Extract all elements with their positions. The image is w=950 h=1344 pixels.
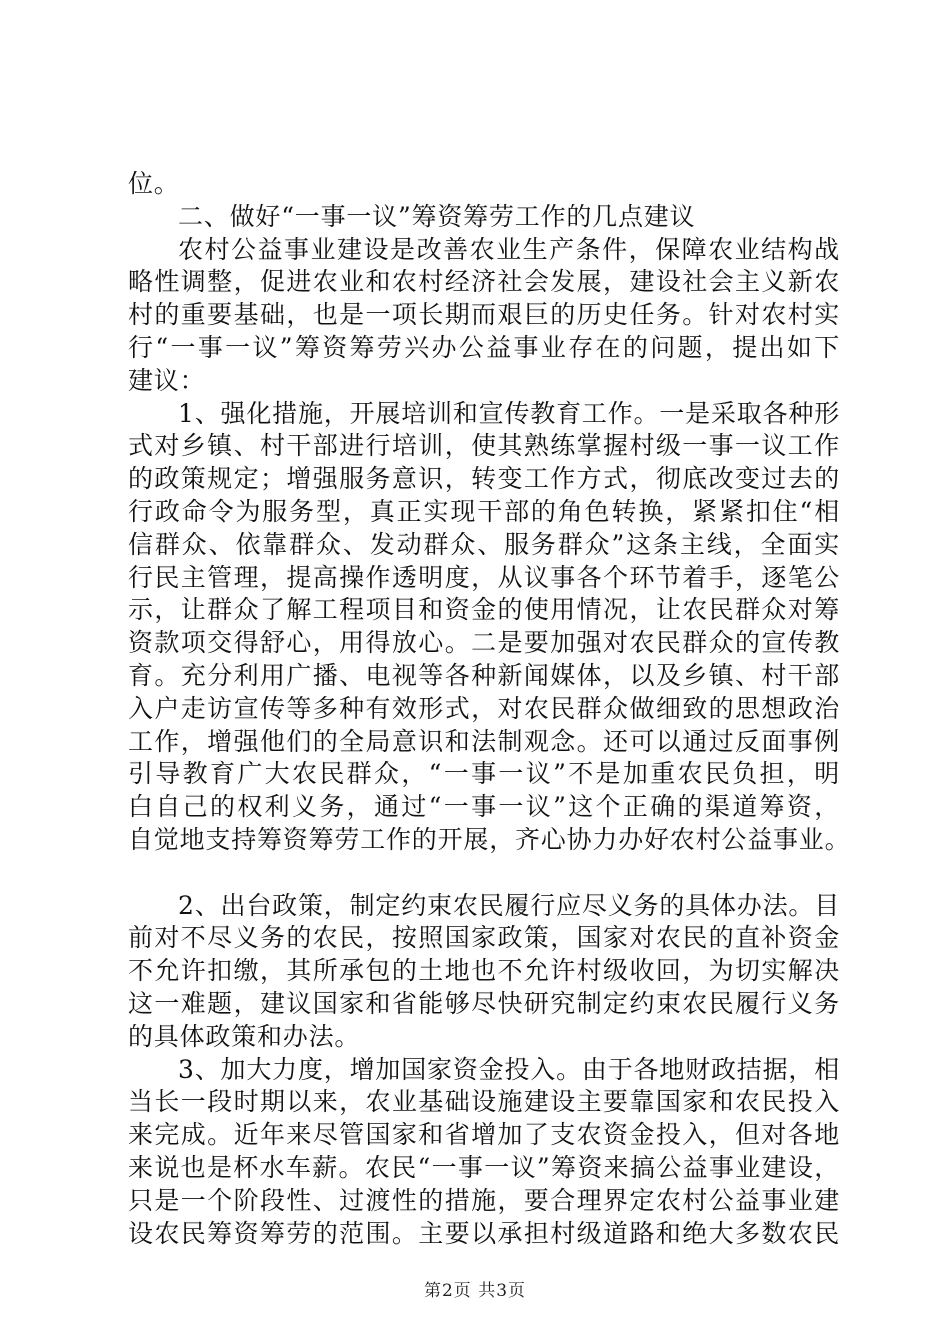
text-line: 入户走访宣传等多种有效形式，对农民群众做细致的思想政治 xyxy=(128,693,840,723)
text-line: 建议： xyxy=(128,365,206,395)
text-line xyxy=(128,857,840,890)
text-line: 前对不尽义务的农民，按照国家政策，国家对农民的直补资金 xyxy=(128,923,840,953)
text-line: 育。充分利用广播、电视等各种新闻媒体，以及乡镇、村干部 xyxy=(128,660,840,690)
text-line: 2、出台政策，制定约束农民履行应尽义务的具体办法。目 xyxy=(178,890,840,920)
text-line: 自觉地支持筹资筹劳工作的开展，齐心协力办好农村公益事业。 xyxy=(128,824,851,854)
text-line: 行“一事一议”筹资筹劳兴办公益事业存在的问题，提出如下 xyxy=(128,332,840,362)
text-line: 信群众、依靠群众、发动群众、服务群众”这条主线，全面实 xyxy=(128,529,840,559)
text-line: 示，让群众了解工程项目和资金的使用情况，让农民群众对筹 xyxy=(128,595,840,625)
text-line: 白自己的权利义务，通过“一事一议”这个正确的渠道筹资， xyxy=(128,792,840,822)
text-line: 资款项交得舒心，用得放心。二是要加强对农民群众的宣传教 xyxy=(128,628,840,658)
text-line: 1、强化措施，开展培训和宣传教育工作。一是采取各种形 xyxy=(178,398,840,428)
text-line: 的具体政策和办法。 xyxy=(128,1021,361,1051)
text-line: 引导教育广大农民群众，“一事一议”不是加重农民负担，明 xyxy=(128,759,840,789)
text-line: 不允许扣缴，其所承包的土地也不允许村级收回，为切实解决 xyxy=(128,956,840,986)
text-line: 只是一个阶段性、过渡性的措施，要合理界定农村公益事业建 xyxy=(128,1185,840,1215)
page-footer: 第2页 共3页 xyxy=(423,1281,527,1301)
text-line: 农村公益事业建设是改善农业生产条件，保障农业结构战 xyxy=(178,234,840,264)
text-line: 来说也是杯水车薪。农民“一事一议”筹资来搞公益事业建设， xyxy=(128,1152,840,1182)
text-line: 来完成。近年来尽管国家和省增加了支农资金投入，但对各地 xyxy=(128,1120,840,1150)
text-line: 3、加大力度，增加国家资金投入。由于各地财政拮据，相 xyxy=(178,1054,840,1084)
text-line: 略性调整，促进农业和农村经济社会发展，建设社会主义新农 xyxy=(128,267,840,297)
text-line: 设农民筹资筹劳的范围。主要以承担村级道路和绝大多数农民 xyxy=(128,1218,840,1248)
text-line: 当长一段时期以来，农业基础设施建设主要靠国家和农民投入 xyxy=(128,1087,840,1117)
text-line: 行政命令为服务型，真正实现干部的角色转换，紧紧扣住“相 xyxy=(128,496,840,526)
text-line: 村的重要基础，也是一项长期而艰巨的历史任务。针对农村实 xyxy=(128,300,840,330)
text-line: 的政策规定；增强服务意识，转变工作方式，彻底改变过去的 xyxy=(128,464,840,494)
text-line: 式对乡镇、村干部进行培训，使其熟练掌握村级一事一议工作 xyxy=(128,431,840,461)
text-line: 工作，增强他们的全局意识和法制观念。还可以通过反面事例 xyxy=(128,726,840,756)
text-line: 这一难题，建议国家和省能够尽快研究制定约束农民履行义务 xyxy=(128,988,840,1018)
text-line: 行民主管理，提高操作透明度，从议事各个环节着手，逐笔公 xyxy=(128,562,840,592)
text-line: 二、做好“一事一议”筹资筹劳工作的几点建议 xyxy=(178,201,696,231)
text-line: 位。 xyxy=(128,169,180,198)
document-body xyxy=(128,168,851,1250)
